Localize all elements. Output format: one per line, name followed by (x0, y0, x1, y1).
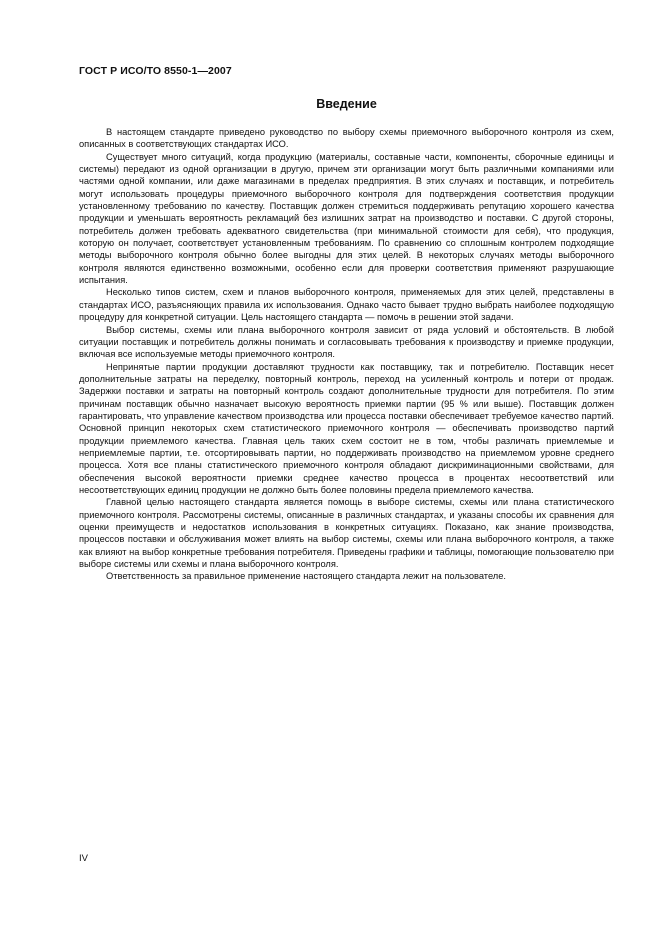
paragraph: В настоящем стандарте приведено руководство по выбору схемы приемочного выборочного контроля из схем, описанных в соответствующих стандартах ИСО. (79, 127, 614, 150)
paragraph: Главной целью настоящего стандарта является помощь в выборе системы, схемы или плана статистического приемочного контроля. Рассмотрены системы, описанные в различных стандартах, и указаны способы их сравнения для оценки преимуществ и недостатков использования в конкретных ситуациях. Показано, как знание производства, процессов поставки и обслуживания может влиять на выбор системы, схемы или плана выборочного контроля, а также как влияют на выбор конкретные требования потребителя. Приведены графики и таблицы, помогающие пользователю при выборе системы или схемы и плана выборочного контроля. (79, 497, 614, 570)
section-title: Введение (316, 97, 377, 111)
paragraph: Непринятые партии продукции доставляют трудности как поставщику, так и потребителю. Поставщик несет дополнительные затраты на переделку, повторный контроль, переход на усиленный контроль и потери от продаж. Задержки поставки и затраты на повторный контроль создают дополнительные трудности для потребителя. По этим причинам поставщик обычно назначает высокую вероятность приемки партии (95 % или выше). Поставщик должен гарантировать, что управление качеством производства или процесса поставки обеспечивает требуемое качество партий. Основной принцип некоторых схем статистического приемочного контроля — обеспечивать производство партий продукции приемлемого качества. Главная цель таких схем состоит не в том, чтобы различать приемлемые и неприемлемые партии, т.е. отсортировывать партии, но поддерживать производство на приемлемом уровне среднего процесса. Хотя все планы статистического приемочного контроля обладают дискриминационными свойствами, для обеспечения высокой вероятности приемки среднее качество процесса в процентах несоответствий или несоответствующих единиц продукции не должно быть более половины предела приемлемого качества. (79, 361, 614, 495)
paragraph: Выбор системы, схемы или плана выборочного контроля зависит от ряда условий и обстоятельств. В любой ситуации поставщик и потребитель должны понимать и согласовывать требования к производству и приемке продукции, включая все используемые методы приемочного контроля. (79, 324, 614, 360)
paragraph: Существует много ситуаций, когда продукцию (материалы, составные части, компоненты, сборочные единицы и системы) передают из одной организации в другую, причем эти организации могут быть различными компаниями или частями одной компании, или даже магазинами в пределах предприятия. В этих случаях и поставщик, и потребитель могут использовать процедуры приемочного выборочного контроля для подтверждения соответствия продукции установленному требованию по качеству. Поставщик должен стремиться поддерживать репутацию хорошего качества продукции и уменьшать вероятность рекламаций без излишних затрат на производство и поставки. С другой стороны, потребитель должен требовать адекватного свидетельства (при минимальной стоимости для себя), что продукция, которую он получает, соответствует установленным требованиям. По сравнению со сплошным контролем подходящие методы выборочного контроля обычно более выгодны для этих целей. В некоторых случаях методы выборочного контроля являются единственно возможными, особенно если для проверки соответствия применяют разрушающие испытания. (79, 151, 614, 286)
section-body (79, 126, 614, 583)
paragraph: Несколько типов систем, схем и планов выборочного контроля, применяемых для этих целей, представлены в стандартах ИСО, разъясняющих правила их использования. Однако часто бывает трудно выбрать наиболее подходящую процедуру для конкретной ситуации. Цель настоящего стандарта — помочь в решении этой задачи. (79, 287, 614, 323)
page-number: IV (79, 853, 88, 864)
paragraph: Ответственность за правильное применение настоящего стандарта лежит на пользователе. (106, 571, 506, 582)
document-header-standard-code: ГОСТ Р ИСО/ТО 8550-1—2007 (79, 65, 232, 77)
